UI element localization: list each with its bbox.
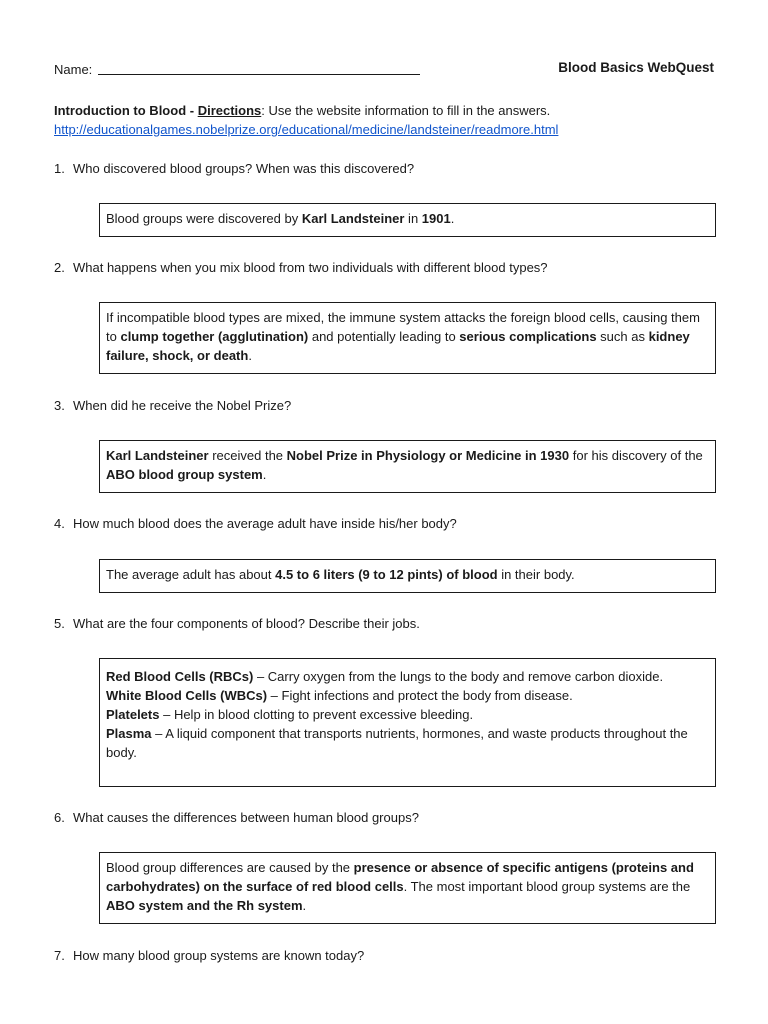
- question-number: 3.: [54, 398, 65, 413]
- answer-text: .: [248, 348, 252, 363]
- question-text: What causes the differences between human blood groups?: [73, 810, 419, 825]
- directions-label: Directions: [197, 103, 262, 118]
- answer-text: in: [404, 211, 422, 226]
- answer-text: received the: [208, 448, 287, 463]
- answer-text: – Help in blood clotting to prevent excessive bleeding.: [159, 707, 474, 722]
- header: [54, 60, 714, 80]
- answer-text: .: [262, 467, 267, 482]
- question-text: How much blood does the average adult have inside his/her body?: [73, 516, 457, 531]
- answer-box-5[interactable]: [99, 658, 716, 787]
- answer-box-4[interactable]: [99, 559, 716, 593]
- answer-bold: Red Blood Cells (RBCs): [106, 669, 254, 684]
- question-text: Who discovered blood groups? When was this discovered?: [73, 161, 415, 176]
- document-title: Blood Basics WebQuest: [558, 60, 714, 75]
- answer-bold: Karl Landsteiner: [301, 211, 405, 226]
- question-text: What happens when you mix blood from two individuals with different blood types?: [73, 260, 548, 275]
- question-number: 6.: [54, 810, 65, 825]
- question-7: [54, 948, 714, 963]
- answer-text: .: [450, 211, 455, 226]
- question-text: How many blood group systems are known today?: [73, 948, 365, 963]
- question-number: 1.: [54, 161, 65, 176]
- answer-text: . The most important blood group systems are the: [403, 879, 691, 894]
- answer-bold: White Blood Cells (WBCs): [106, 688, 268, 703]
- answer-text: in their body.: [497, 567, 575, 582]
- answer-bold: Karl Landsteiner: [106, 448, 209, 463]
- answer-box-2[interactable]: [99, 302, 716, 374]
- question-number: 4.: [54, 516, 65, 531]
- answer-text: – Carry oxygen from the lungs to the body and remove carbon dioxide.: [253, 669, 664, 684]
- answer-text: for his discovery of the: [569, 448, 703, 463]
- question-number: 2.: [54, 260, 65, 275]
- answer-bold: kidney failure, shock, or death: [106, 329, 690, 363]
- question-1: [54, 161, 714, 176]
- question-number: 5.: [54, 616, 65, 631]
- answer-bold: 1901: [421, 211, 451, 226]
- answer-text: Blood groups were discovered by: [106, 211, 302, 226]
- answer-bold: 4.5 to 6 liters (9 to 12 pints) of blood: [275, 567, 498, 582]
- answer-text: If incompatible blood types are mixed, the immune system attacks the foreign blood cells, causing them to: [106, 310, 700, 344]
- component-wbc: [106, 686, 709, 705]
- answer-bold: clump together (agglutination): [120, 329, 309, 344]
- intro-section: [54, 101, 714, 139]
- question-5: [54, 616, 714, 631]
- answer-bold: Plasma: [106, 726, 152, 741]
- answer-text: such as: [596, 329, 649, 344]
- answer-text: The average adult has about: [106, 567, 276, 582]
- answer-text: Blood group differences are caused by the: [106, 860, 354, 875]
- question-2: [54, 260, 714, 275]
- answer-text: – A liquid component that transports nutrients, hormones, and waste products throughout the body.: [106, 726, 688, 760]
- answer-box-3[interactable]: [99, 440, 716, 493]
- question-4: [54, 516, 714, 531]
- component-platelets: [106, 705, 709, 724]
- name-label: Name:: [54, 62, 93, 77]
- directions-text: : Use the website information to fill in the answers.: [261, 103, 551, 118]
- question-text: What are the four components of blood? Describe their jobs.: [73, 616, 420, 631]
- answer-bold: presence or absence of specific antigens (proteins and carbohydrates) on the surface of red blood cells: [106, 860, 694, 894]
- answer-bold: Platelets: [106, 707, 160, 722]
- answer-text: – Fight infections and protect the body from disease.: [267, 688, 573, 703]
- answer-bold: serious complications: [459, 329, 597, 344]
- question-number: 7.: [54, 948, 65, 963]
- answer-box-1[interactable]: [99, 203, 716, 237]
- component-rbc: [106, 667, 709, 686]
- name-blank-line[interactable]: [98, 74, 420, 75]
- answer-bold: Nobel Prize in Physiology or Medicine in 1930: [286, 448, 570, 463]
- question-text: When did he receive the Nobel Prize?: [73, 398, 292, 413]
- answer-bold: ABO system and the Rh system: [106, 898, 303, 913]
- question-3: [54, 398, 714, 413]
- answer-text: .: [302, 898, 307, 913]
- answer-text: and potentially leading to: [308, 329, 460, 344]
- source-link[interactable]: http://educationalgames.nobelprize.org/educational/medicine/landsteiner/readmore.html: [54, 122, 559, 137]
- component-plasma: [106, 724, 709, 762]
- intro-heading: Introduction to Blood -: [54, 103, 198, 118]
- question-6: [54, 810, 714, 825]
- answer-box-6[interactable]: [99, 852, 716, 924]
- answer-bold: ABO blood group system: [106, 467, 263, 482]
